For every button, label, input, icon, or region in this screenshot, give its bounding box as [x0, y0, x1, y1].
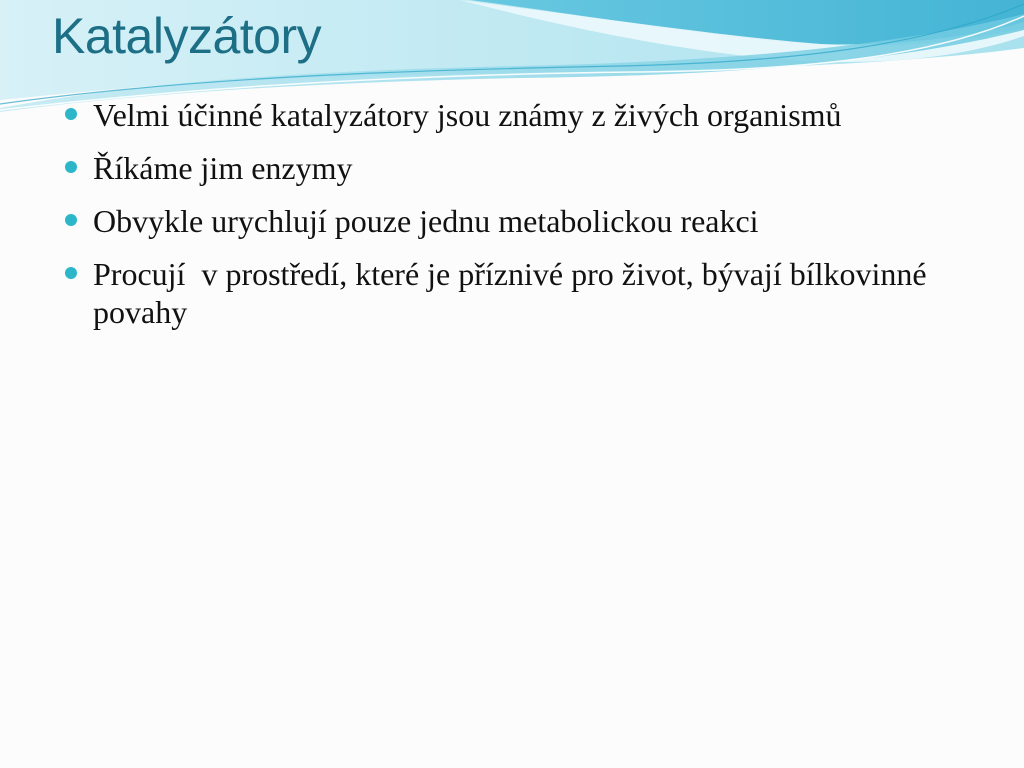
slide-title: Katalyzátory — [52, 8, 322, 64]
bullet-dot-icon — [65, 214, 77, 226]
bullet-item — [64, 255, 944, 331]
bullet-item — [64, 149, 944, 187]
bullet-text: Říkáme jim enzymy — [93, 150, 353, 186]
bullet-list — [64, 96, 944, 346]
bullet-text: Procují v prostředí, které je příznivé pro život, bývají bílkovinné povahy — [93, 256, 935, 330]
bullet-dot-icon — [65, 267, 77, 279]
bullet-text: Velmi účinné katalyzátory jsou známy z živých organismů — [93, 97, 842, 133]
bullet-text: Obvykle urychlují pouze jednu metabolickou reakci — [93, 203, 759, 239]
bullet-dot-icon — [65, 108, 77, 120]
bullet-item — [64, 202, 944, 240]
bullet-item — [64, 96, 944, 134]
bullet-dot-icon — [65, 161, 77, 173]
